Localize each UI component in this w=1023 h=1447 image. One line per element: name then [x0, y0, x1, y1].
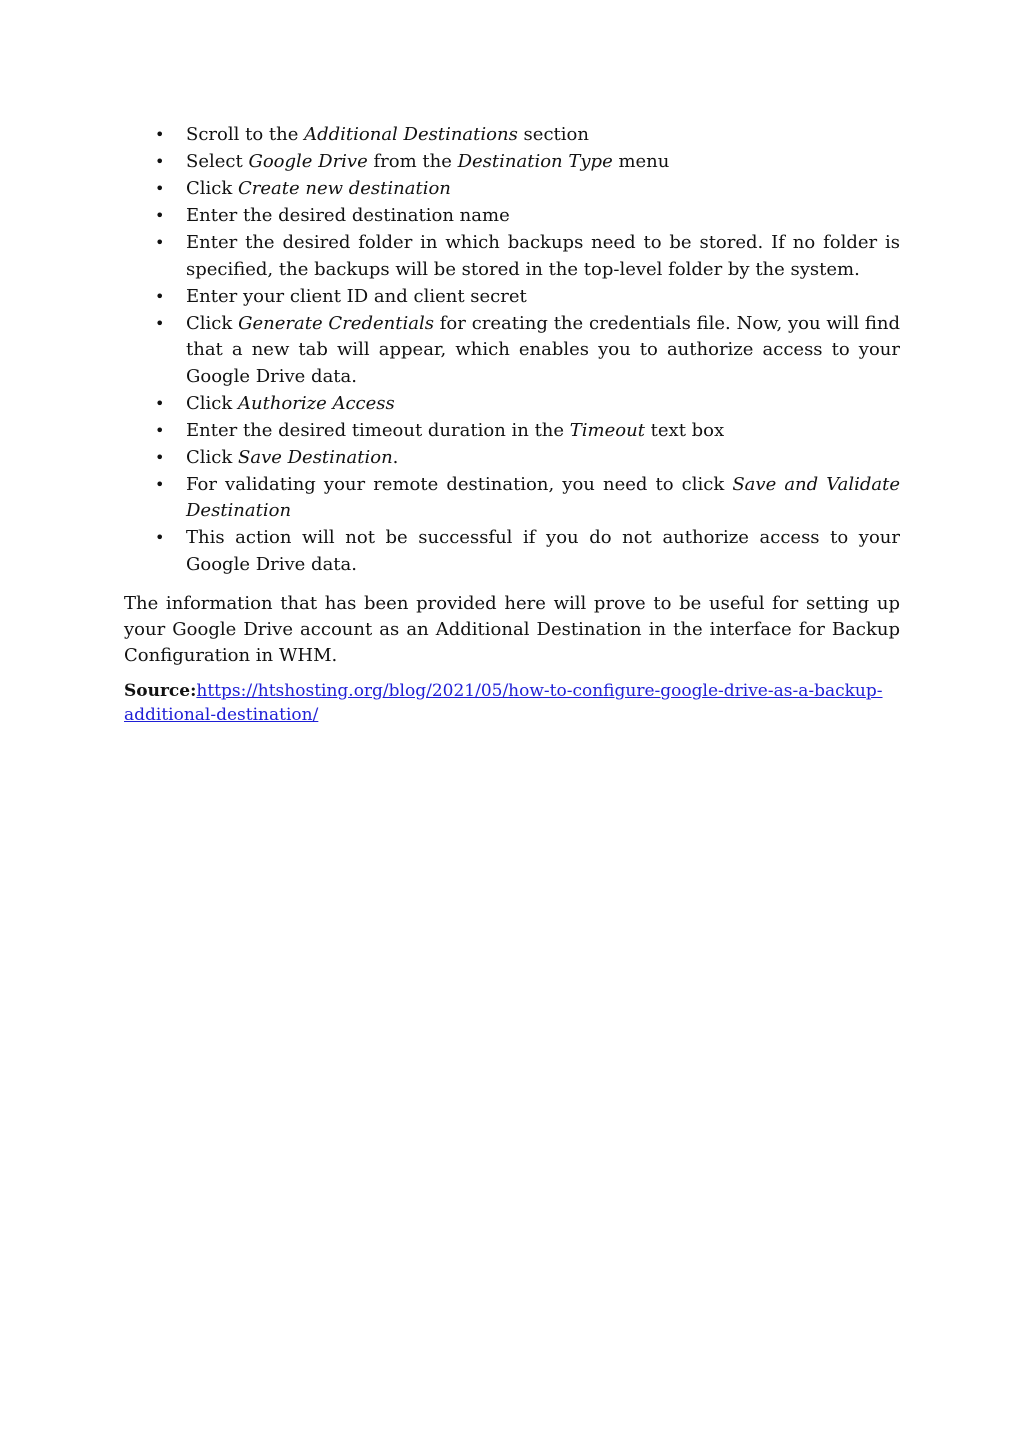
emphasis-text: Authorize Access	[238, 392, 395, 414]
step-text: section	[517, 124, 589, 145]
step-text: Enter the desired destination name	[186, 205, 510, 226]
bullet-icon: •	[155, 474, 165, 494]
list-item	[124, 176, 900, 203]
step-text: Click	[186, 178, 238, 199]
document-body	[124, 122, 900, 727]
bullet-icon: •	[155, 286, 165, 306]
step-text: Enter your client ID and client secret	[186, 285, 527, 307]
step-text: Click	[186, 392, 238, 414]
source-label: Source:	[124, 681, 197, 701]
list-item	[124, 284, 900, 311]
step-text: Click	[186, 312, 239, 334]
bullet-icon: •	[155, 179, 165, 198]
list-item	[124, 445, 900, 472]
summary-paragraph: The information that has been provided here will prove to be useful for setting up your Google Drive account as an Additional Destination in the interface for Backup Configuration in WHM.	[124, 593, 900, 666]
list-item	[124, 149, 900, 176]
bullet-icon: •	[155, 206, 165, 225]
step-text: .	[392, 446, 399, 468]
emphasis-text: Additional Destinations	[304, 124, 518, 145]
list-item	[124, 391, 900, 418]
step-text: text box	[644, 419, 725, 441]
list-item	[124, 472, 900, 525]
step-text: Scroll to the	[186, 124, 305, 145]
emphasis-text: Save and Validate Destination	[186, 473, 900, 521]
list-item	[124, 525, 900, 578]
bullet-icon: •	[155, 393, 165, 413]
step-text: menu	[612, 151, 670, 172]
list-item	[124, 418, 900, 445]
list-item	[124, 230, 900, 283]
step-text: Enter the desired timeout duration in the	[186, 419, 570, 441]
bullet-icon: •	[155, 152, 165, 171]
list-item	[124, 203, 900, 230]
bullet-icon: •	[155, 420, 165, 440]
emphasis-text: Save Destination	[238, 446, 393, 468]
list-item	[124, 122, 900, 149]
bullet-icon: •	[155, 528, 165, 547]
emphasis-text: Google Drive	[248, 151, 368, 172]
step-text: Click	[186, 446, 238, 468]
list-item	[124, 311, 900, 391]
step-text: from the	[367, 151, 458, 172]
step-text: For validating your remote destination, you need to click	[186, 473, 733, 495]
emphasis-text: Destination Type	[457, 151, 613, 172]
bullet-icon: •	[155, 125, 165, 144]
emphasis-text: Timeout	[569, 419, 645, 441]
bullet-icon: •	[155, 233, 165, 252]
source-line	[124, 679, 900, 727]
emphasis-text: Generate Credentials	[238, 312, 434, 334]
steps-list	[124, 122, 900, 578]
bullet-icon: •	[155, 313, 165, 333]
step-text: Enter the desired folder in which backups need to be stored. If no folder is specified, the backups will be stored in the top-level folder by the system.	[186, 232, 900, 280]
step-text: This action will not be successful if you do not authorize access to your Google Drive data.	[186, 527, 900, 575]
emphasis-text: Create new destination	[238, 178, 451, 199]
step-text: Select	[186, 151, 249, 172]
step-text: for creating the credentials file. Now, you will find that a new tab will appear, which enables you to authorize access to your Google Drive data.	[186, 312, 901, 387]
source-link[interactable]: https://htshosting.org/blog/2021/05/how-to-configure-google-drive-as-a-backup-additional-destination/	[124, 681, 883, 725]
bullet-icon: •	[155, 447, 165, 467]
